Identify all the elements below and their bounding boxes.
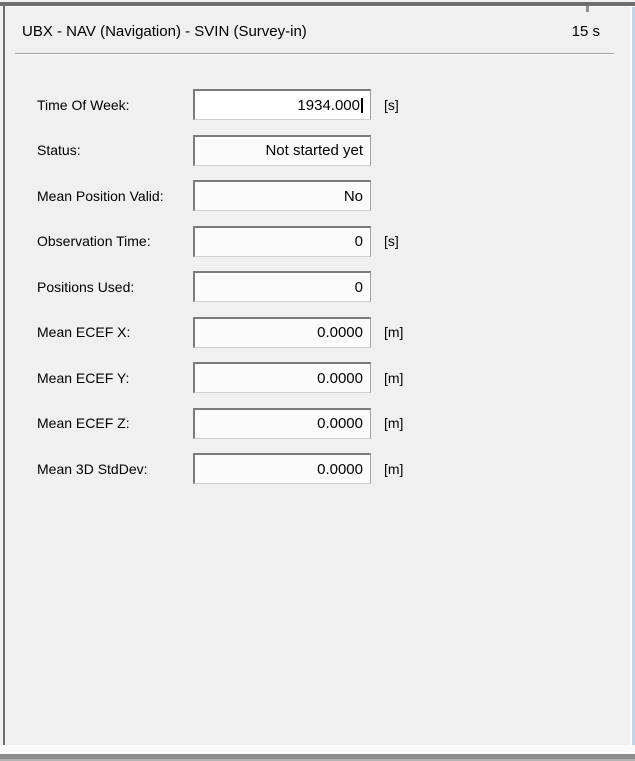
field-value: 0.0000 (317, 369, 363, 387)
field-unit: [m] (384, 369, 404, 386)
field-value-box[interactable] (193, 453, 371, 484)
field-unit: [m] (384, 415, 404, 431)
field-value: No (343, 187, 363, 205)
field-label: Time Of Week: (37, 96, 130, 113)
top-splitter-bar[interactable] (0, 2, 635, 6)
field-value-box[interactable] (193, 408, 371, 439)
field-row (37, 453, 597, 484)
header-divider (15, 53, 614, 54)
splitter-handle-tick (586, 6, 589, 12)
field-value-box[interactable] (193, 135, 371, 166)
field-row (37, 362, 597, 393)
message-header (22, 23, 600, 40)
field-value: Not started yet (265, 142, 363, 159)
field-value-box[interactable] (193, 271, 371, 302)
fields-list (37, 89, 597, 499)
field-value: 0.0000 (317, 324, 363, 341)
field-value: 0.0000 (317, 415, 363, 432)
field-row (37, 135, 597, 166)
field-value-box[interactable] (193, 89, 371, 120)
field-row (37, 317, 597, 348)
field-label: Mean 3D StdDev: (37, 460, 148, 477)
field-row (37, 226, 597, 257)
field-label: Mean ECEF Y: (37, 369, 130, 386)
field-value-box[interactable] (193, 317, 371, 348)
field-value: 1934.000 (297, 96, 360, 114)
field-row (37, 271, 597, 302)
field-value: 0 (354, 278, 363, 296)
poll-interval-label: 15 s (571, 23, 600, 40)
text-caret (361, 98, 363, 113)
field-value-box[interactable] (193, 362, 371, 393)
message-title: UBX - NAV (Navigation) - SVIN (Survey-in) (22, 23, 307, 40)
field-row (37, 180, 597, 211)
field-label: Mean ECEF X: (37, 324, 131, 340)
field-value: 0.0000 (317, 460, 363, 478)
panel-left-border (3, 2, 5, 745)
field-label: Positions Used: (37, 278, 135, 295)
bottom-gap (0, 745, 635, 754)
field-label: Mean Position Valid: (37, 187, 164, 204)
field-label: Mean ECEF Z: (37, 415, 130, 431)
field-row (37, 408, 597, 439)
field-row (37, 89, 597, 120)
field-value-box[interactable] (193, 180, 371, 211)
field-unit: [m] (384, 324, 404, 340)
field-label: Status: (37, 142, 81, 158)
field-unit: [s] (384, 233, 399, 249)
field-value-box[interactable] (193, 226, 371, 257)
field-unit: [s] (384, 96, 399, 113)
field-unit: [m] (384, 460, 404, 477)
field-label: Observation Time: (37, 233, 151, 249)
field-value: 0 (354, 233, 363, 250)
